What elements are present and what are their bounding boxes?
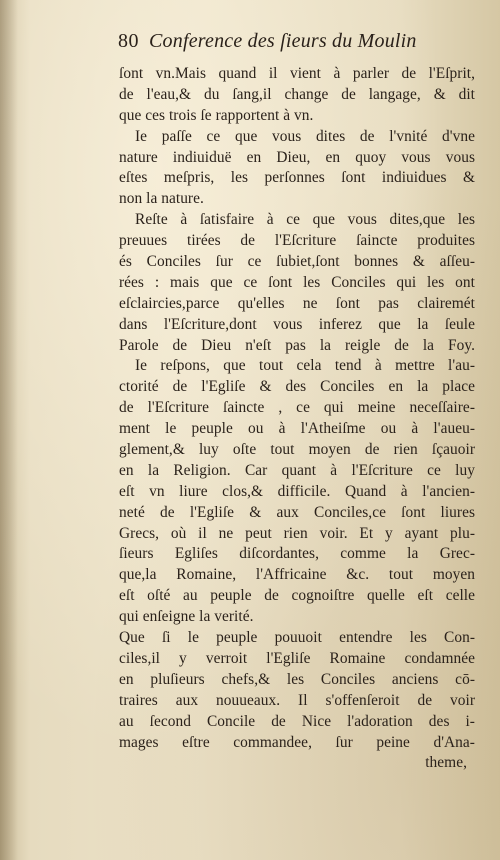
text-line: glement,& luy oſte tout moyen de rien ſçauoir [119,441,475,459]
text-line: Parole de Dieu n'eſt pas la reigle de la Foy. [119,336,475,354]
text-line: rées : mais que ce ſont les Conciles qui les ont [119,273,475,291]
text-line: ment le peuple ou à l'Atheiſme ou à l'aueu- [119,420,475,438]
text-line: dans l'Eſcriture,dont vous inferez que la ſeule [119,315,475,333]
text-line: que,la Romaine, l'Affricaine &c. tout moyen [119,566,475,584]
text-line: eſtes meſpris, les perſonnes ſont indiuidues & [119,169,475,187]
text-line: que ces trois ſe rapportent à vn. [119,106,314,124]
page-header [118,30,488,62]
running-head: Conference des ſieurs du Moulin [149,30,417,52]
text-line: qui enſeigne la verité. [119,608,254,626]
text-line: mages eſtre commandee, ſur peine d'Ana- [119,733,475,751]
body-text [119,64,475,774]
text-line: eſclaircies,parce qu'elles ne ſont pas clairemét [119,294,475,312]
text-line: és Conciles ſur ce ſubiet,ſont bonnes & aſſeu- [119,253,475,271]
text-line: ſieurs Egliſes diſcordantes, comme la Grec- [119,545,475,563]
text-line: nature indiuiduë en Dieu, en quoy vous vous [119,148,475,166]
text-line: Ie reſpons, que tout cela tend à mettre l'au- [135,357,475,375]
catchword: theme, [425,754,467,772]
text-line: ctorité de l'Egliſe & des Conciles en la place [119,378,475,396]
text-line: neté de l'Egliſe & aux Conciles,ce ſont liures [119,503,475,521]
text-line: Grecs, où il ne peut rien voir. Et y ayant plu- [119,524,475,542]
text-line: au ſecond Concile de Nice l'adoration des i- [119,712,475,730]
text-line: ciles,il y verroit l'Egliſe Romaine condamnée [119,649,475,667]
text-line: en pluſieurs chefs,& les Conciles anciens cō- [119,670,475,688]
text-line: de l'Eſcriture ſaincte , ce qui meine neceſſaire- [119,399,475,417]
text-line: en la Religion. Car quant à l'Eſcriture ce luy [119,461,475,479]
text-line: eſt vn liure clos,& difficile. Quand à l'ancien- [119,482,475,500]
text-line: Reſte à ſatisfaire à ce que vous dites,que les [135,211,475,229]
page-number: 80 [118,30,139,52]
text-line: non la nature. [119,190,204,208]
text-line: preuues tirées de l'Eſcriture ſaincte produites [119,232,475,250]
text-line: ſont vn.Mais quand il vient à parler de l'Eſprit, [119,65,475,82]
text-line: de l'eau,& du ſang,il change de langage, & dit [119,85,475,103]
text-line: Que ſi le peuple pouuoit entendre les Con- [119,629,475,647]
text-line: traires aux nouueaux. Il s'offenſeroit de voir [119,691,475,709]
text-line: Ie paſſe ce que vous dites de l'vnité d'vne [135,127,475,145]
text-line: eſt oſté au peuple de cognoiſtre quelle eſt celle [119,587,475,605]
gutter-shadow [0,0,18,860]
